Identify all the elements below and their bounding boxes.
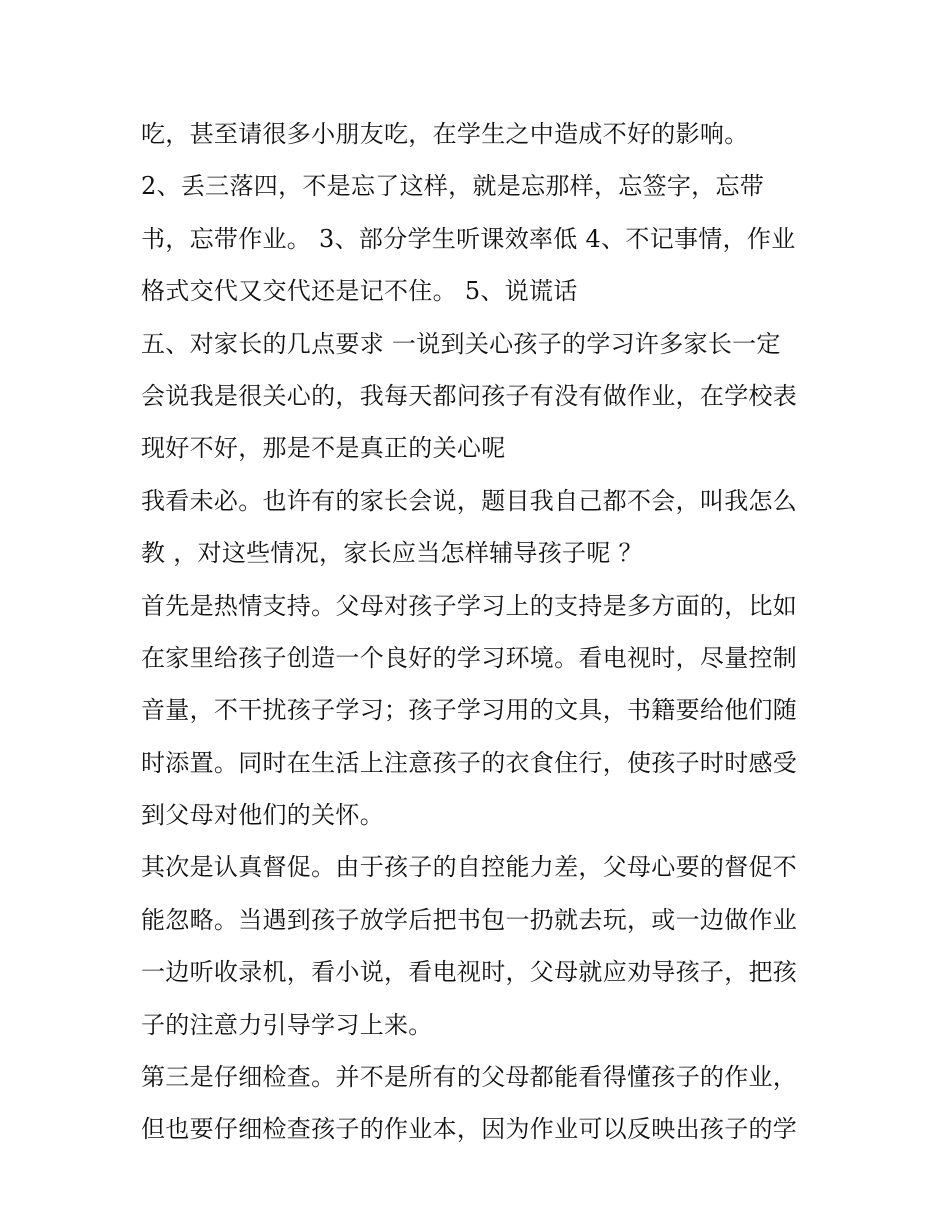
text-line: 到父母对他们的关怀。 bbox=[141, 801, 384, 830]
text-line: 能忽略。当遇到孩子放学后把书包一扔就去玩，或一边做作业 bbox=[141, 905, 798, 934]
text-line: 五、对家长的几点要求 一说到关心孩子的学习许多家长一定 bbox=[141, 329, 781, 358]
text-line: 我看未必。也许有的家长会说，题目我自己都不会，叫我怎么 bbox=[141, 486, 798, 515]
text-line: 教 ，对这些情况，家长应当怎样辅导孩子呢 ？ bbox=[141, 539, 643, 568]
text-line: 格式交代又交代还是记不住。 5、说谎话 bbox=[141, 277, 578, 306]
text-line: 在家里给孩子创造一个良好的学习环境。看电视时，尽量控制 bbox=[141, 643, 798, 672]
document-body bbox=[141, 108, 841, 1156]
text-line: 现好不好，那是不是真正的关心呢 bbox=[141, 434, 506, 463]
text-line: 其次是认真督促。由于孩子的自控能力差，父母心要的督促不 bbox=[141, 853, 798, 882]
text-line: 一边听收录机，看小说，看电视时，父母就应劝导孩子，把孩 bbox=[141, 958, 798, 987]
text-line: 2、丢三落四，不是忘了这样，就是忘那样，忘签字，忘带 bbox=[141, 172, 765, 201]
text-line: 吃，甚至请很多小朋友吃，在学生之中造成不好的影响。 bbox=[141, 120, 749, 148]
text-line: 时添置。同时在生活上注意孩子的衣食住行，使孩子时时感受 bbox=[141, 748, 798, 777]
text-line: 首先是热情支持。父母对孩子学习上的支持是多方面的，比如 bbox=[141, 591, 798, 620]
text-line: 子的注意力引导学习上来。 bbox=[141, 1010, 433, 1039]
text-line: 会说我是很关心的，我每天都问孩子有没有做作业，在学校表 bbox=[141, 381, 798, 410]
text-line: 但也要仔细检查孩子的作业本，因为作业可以反映出孩子的学 bbox=[141, 1115, 798, 1144]
text-line: 音量，不干扰孩子学习；孩子学习用的文具，书籍要给他们随 bbox=[141, 696, 798, 725]
text-line: 第三是仔细检查。并不是所有的父母都能看得懂孩子的作业， bbox=[141, 1063, 798, 1092]
text-line: 书，忘带作业。 3、部分学生听课效率低 4、不记事情，作业 bbox=[141, 224, 796, 253]
